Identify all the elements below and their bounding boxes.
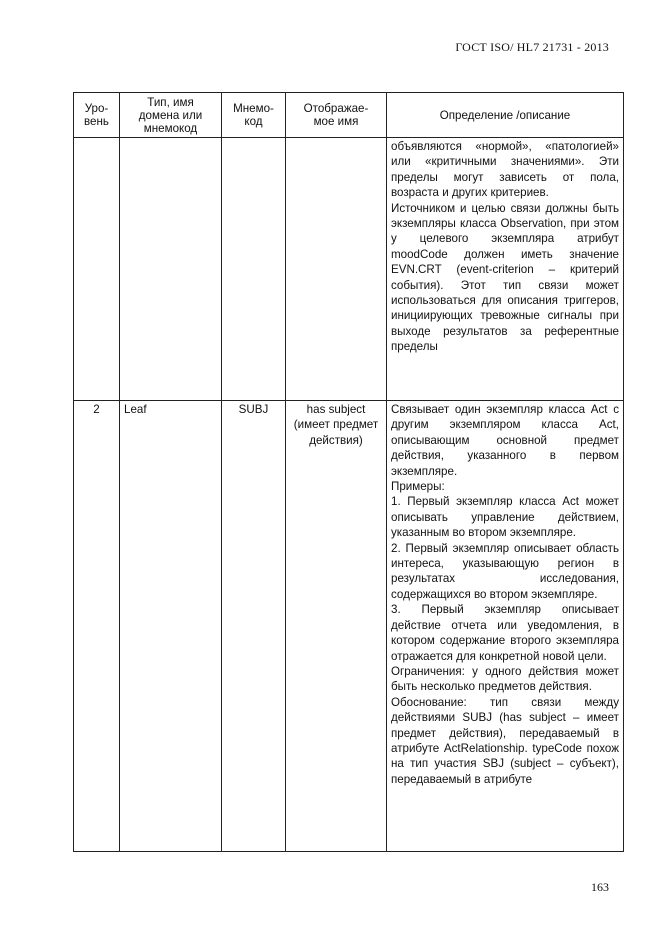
- column-header-definition: Определение /описание: [387, 93, 624, 138]
- cell-definition: [387, 138, 624, 401]
- definitions-table: [73, 92, 624, 852]
- page-number: 163: [591, 880, 609, 894]
- cell-display-name: [286, 138, 387, 401]
- definition-paragraph: Связывает один экземпляр класса Act с другим экземпляром класса Act, описывающим основной предмет действия, указанного в первом экземпляре.: [391, 403, 619, 478]
- cell-level: 2: [74, 401, 120, 852]
- table-row: [74, 401, 624, 852]
- definition-paragraph: объявляются «нормой», «патологией» или «критичными значениями». Эти пределы могут зависеть от пола, возраста и других критериев.: [391, 140, 619, 200]
- cell-display-name: has subject (имеет предмет действия): [286, 401, 387, 852]
- definition-paragraph: 3. Первый экземпляр описывает действие отчета или уведомления, в котором содержание второго экземпляра отражается для конкретной новой цели.: [391, 603, 619, 663]
- column-header-display-name: Отображае- мое имя: [286, 93, 387, 138]
- definition-paragraph: 2. Первый экземпляр описывает область интереса, указывающую регион в результатах исследования, содержащихся во втором экземпляре.: [391, 541, 619, 601]
- cell-definition: [387, 401, 624, 852]
- cell-level: [74, 138, 120, 401]
- column-header-type: Тип, имя домена или мнемокод: [120, 93, 222, 138]
- cell-mnemonic: SUBJ: [222, 401, 286, 852]
- column-header-level: Уро- вень: [74, 93, 120, 138]
- definition-paragraph: Примеры:: [391, 480, 445, 494]
- definition-paragraph: 1. Первый экземпляр класса Act может описывать управление действием, указанным во втором экземпляре.: [391, 495, 619, 540]
- definition-paragraph: Обоснование: тип связи между действиями SUBJ (has subject – имеет предмет действия), передаваемый в атрибуте ActRelationship. typeCode похож на тип участия SBJ (subject – субъект), передаваемый в атрибуте: [391, 695, 619, 786]
- table-header-row: [74, 93, 624, 138]
- definition-paragraph: Ограничения: у одного действия может быть несколько предметов действия.: [391, 664, 619, 694]
- cell-type: Leaf: [120, 401, 222, 852]
- cell-type: [120, 138, 222, 401]
- cell-mnemonic: [222, 138, 286, 401]
- column-header-mnemonic: Мнемо- код: [222, 93, 286, 138]
- table-row: [74, 138, 624, 401]
- document-header: ГОСТ ISO/ HL7 21731 - 2013: [455, 40, 609, 54]
- definition-paragraph: Источником и целью связи должны быть экземпляры класса Observation, при этом у целевого экземпляра атрибут moodCode должен иметь значение EVN.CRT (event-criterion – критерий события). Этот тип связи может использоваться для описания триггеров, инициирующих тревожные сигналы при выходе результатов за референтные пределы: [391, 201, 619, 354]
